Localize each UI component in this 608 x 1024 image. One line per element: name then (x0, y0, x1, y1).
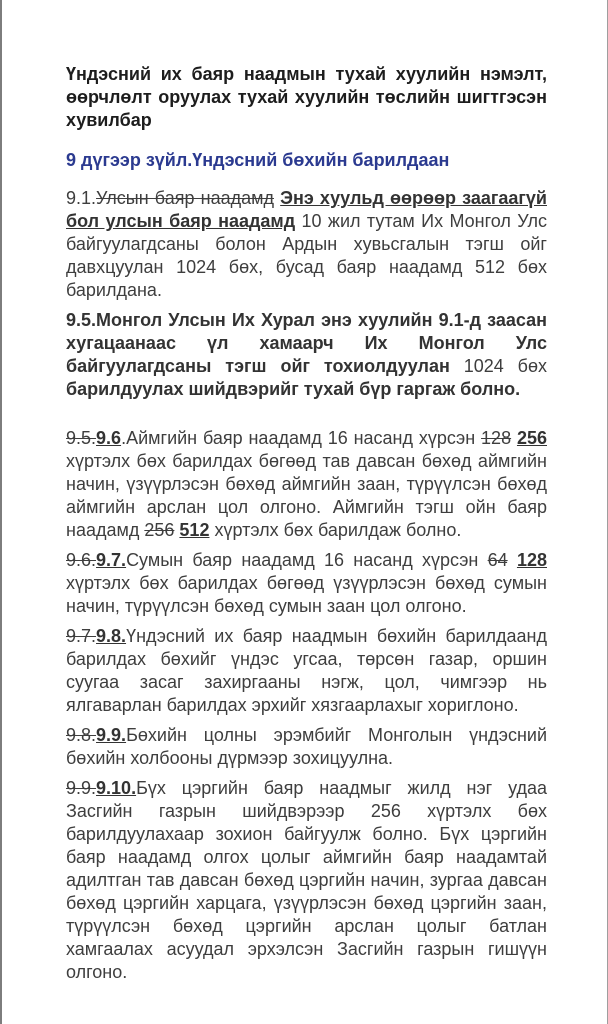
paragraph-9.5 (66, 309, 547, 401)
text-run-normal: Үндэсний их баяр наадмын бөхийн барилдаанд барилдах бөхийг үндэс угсаа, төрсөн газар, оршин суугаа засаг захиргааны нэгж, цол, чимгээр нь ялгаварлан барилдах эрхийг хязгаарлахыг хориглоно. (66, 626, 547, 715)
text-run-ins: 9.10. (96, 778, 137, 798)
text-run-strike: 9.5. (66, 428, 97, 448)
text-run-normal: Бөхийн цолны эрэмбийг Монголын үндэсний бөхийн холбооны дүрмээр зохицуулна. (66, 725, 547, 768)
text-run-normal: .Аймгийн баяр наадамд 16 насанд хүрсэн (121, 428, 482, 448)
text-run-strike: 9.8. (66, 725, 97, 745)
text-run-strike: 256 (144, 520, 175, 540)
text-run-ins: 9.8. (96, 626, 127, 646)
paragraph-9.8 (66, 625, 547, 717)
paragraph-9.10 (66, 777, 547, 984)
text-run-normal: хүртэлх бөх барилдах бөгөөд үзүүрлэсэн бөхөд сумын начин, түрүүлсэн бөхөд сумын заан цол олгоно. (66, 573, 547, 616)
text-run-ins: 9.9. (96, 725, 127, 745)
text-run-normal: Бүх цэргийн баяр наадмыг жилд нэг удаа Засгийн газрын шийдвэрээр 256 хүртэлх бөх барилдуулахаар зохион байгуулж болно. Бүх цэргийн баяр наадамд олгох цолыг аймгийн баяр наадамтай адилтган тав давсан бөхөд цэргийн начин, зургаа давсан бөхөд цэргийн харцага, үзүүрлэсэн бөхөд цэргийн заан, түрүүлсэн бөхөд цэргийн арслан цолыг батлан хамгаалах асуудал эрхэлсэн Засгийн газрын гишүүн олгоно. (66, 778, 547, 982)
text-run-ins: 9.7. (96, 550, 127, 570)
text-run-normal: Сумын баяр наадамд 16 насанд хүрсэн (126, 550, 488, 570)
text-run-strike: 9.7. (66, 626, 97, 646)
text-run-ins: 256 (516, 428, 547, 448)
text-run-ins: Энэ хуульд өөрөөр заагаагүй бол улсын баяр наадамд (66, 188, 547, 231)
text-run-normal: 10 жил тутам Их Монгол Улс байгуулагдсаны болон Ардын хувьсгалын тэгш ойг давхцуулан 1024 бөх, бусад баяр наадамд 512 бөх барилдана. (66, 211, 548, 300)
text-run-normal: хүртэлх бөх барилдаж болно. (209, 520, 462, 540)
text-run-strike: 9.9. (66, 778, 97, 798)
section-heading: 9 дүгээр зүйл.Үндэсний бөхийн барилдаан (66, 150, 450, 170)
paragraph-9.9 (66, 724, 547, 770)
paragraph-9.7 (66, 549, 547, 618)
text-run-strike: 64 (487, 550, 508, 570)
text-run-strike: 9.6. (66, 550, 97, 570)
document-content (2, 0, 607, 984)
text-run-ins: 128 (516, 550, 547, 570)
text-run-normal: хүртэлх бөх барилдах бөгөөд тав давсан бөхөд аймгийн начин, үзүүрлэсэн бөхөд аймгийн заан, түрүүлсэн бөхөд аймгийн арслан цол олгоно. Аймгийн тэгш ойн баяр наадамд (66, 451, 547, 540)
text-run-strike: Улсын баяр наадамд (96, 188, 274, 208)
text-run-bold: 9.5.Монгол Улсын Их Хурал энэ хуулийн 9.1-д заасан хугацаанаас үл хамаарч Их Монгол Улс байгуулагдсаны тэгш ойг тохиолдуулан (66, 310, 547, 376)
document-title: Үндэсний их баяр наадмын тухай хуулийн нэмэлт, өөрчлөлт оруулах тухай хуулийн төслийн шигтгэсэн хувилбар (66, 64, 547, 130)
text-run-ins: 512 (179, 520, 210, 540)
paragraph-9.1 (66, 187, 547, 302)
text-run-normal: 1024 бөх (463, 356, 547, 376)
paragraph-9.6 (66, 427, 547, 542)
text-run-ins: 9.6 (96, 428, 122, 448)
text-run-strike: 128 (481, 428, 512, 448)
text-run-bold: барилдуулах шийдвэрийг тухай бүр гаргаж болно. (66, 379, 521, 399)
document-body (66, 187, 547, 984)
text-run-normal (508, 550, 517, 570)
text-run-normal: 9.1. (66, 188, 97, 208)
